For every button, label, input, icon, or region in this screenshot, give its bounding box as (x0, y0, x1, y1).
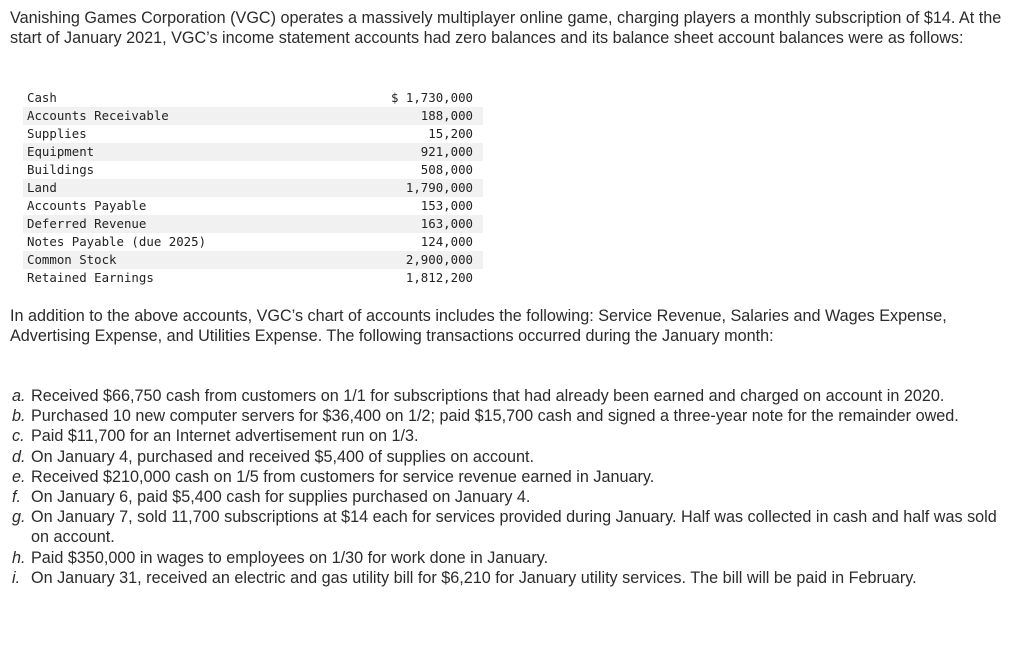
list-item (12, 406, 1002, 426)
account-amount: 2,900,000 (327, 251, 483, 269)
table-row (23, 143, 483, 161)
item-letter: f. (12, 488, 21, 507)
account-amount: 921,000 (327, 143, 483, 161)
account-name: Equipment (23, 143, 327, 161)
table-row (23, 233, 483, 251)
account-name: Accounts Receivable (23, 107, 327, 125)
account-amount: 153,000 (420, 198, 473, 213)
account-amount: 508,000 (420, 162, 473, 177)
account-amount: $ 1,730,000 (390, 90, 473, 105)
account-name: Land (23, 179, 327, 197)
item-letter: g. (12, 508, 26, 527)
table-row (23, 197, 483, 215)
intro-paragraph: Vanishing Games Corporation (VGC) operates a massively multiplayer online game, charging players a monthly subscription of $14. At the start of January 2021, VGC’s income statement accounts had zero balances and its balance sheet account balances were as follows: (10, 9, 1002, 47)
item-letter: e. (12, 467, 26, 486)
list-item (12, 487, 1002, 507)
list-item (12, 447, 1002, 467)
item-text: Received $210,000 cash on 1/5 from customers for service revenue earned in January. (31, 467, 655, 486)
account-name: Cash (27, 90, 57, 105)
account-amount: 1,790,000 (327, 179, 483, 197)
balance-sheet-table (23, 89, 483, 287)
item-letter: i. (12, 568, 21, 587)
item-letter: d. (12, 447, 26, 466)
item-text: On January 6, paid $5,400 cash for supplies purchased on January 4. (31, 488, 531, 507)
list-item (12, 507, 1002, 547)
item-letter: a. (12, 387, 26, 405)
table-row (23, 251, 483, 269)
table-row (23, 125, 483, 143)
account-name: Notes Payable (due 2025) (27, 234, 207, 249)
item-text: Received $66,750 cash from customers on 1/1 for subscriptions that had already been earned and charged on account in 2020. (31, 387, 945, 405)
list-item (12, 467, 1002, 487)
account-amount: 124,000 (420, 234, 473, 249)
table-row (23, 179, 483, 197)
transaction-list (12, 386, 1002, 588)
item-text: On January 4, purchased and received $5,400 of supplies on account. (31, 447, 535, 466)
account-name: Accounts Payable (27, 198, 147, 213)
item-letter: c. (12, 427, 25, 446)
item-letter: h. (12, 548, 26, 567)
item-text: Paid $11,700 for an Internet advertisement run on 1/3. (31, 427, 419, 446)
item-text: Paid $350,000 in wages to employees on 1/30 for work done in January. (31, 548, 549, 567)
account-amount: 163,000 (327, 215, 483, 233)
table-row (23, 215, 483, 233)
list-item (12, 548, 1002, 568)
account-name: Common Stock (23, 251, 327, 269)
table-row (23, 269, 483, 287)
item-text: Purchased 10 new computer servers for $36,400 on 1/2; paid $15,700 cash and signed a three-year note for the remainder owed. (31, 407, 959, 426)
additional-accounts-paragraph: In addition to the above accounts, VGC’s chart of accounts includes the following: Service Revenue, Salaries and Wages Expense, Advertising Expense, and Utilities Expense. The following transactions occurred during the January month: (10, 307, 947, 345)
list-item (12, 426, 1002, 446)
account-name: Buildings (27, 162, 95, 177)
item-text: On January 31, received an electric and gas utility bill for $6,210 for January utility services. The bill will be paid in February. (31, 568, 917, 587)
account-amount: 188,000 (327, 107, 483, 125)
account-name: Supplies (27, 126, 87, 141)
table-row (23, 161, 483, 179)
table-row (23, 107, 483, 125)
list-item (12, 386, 1002, 406)
account-amount: 15,200 (428, 126, 473, 141)
list-item (12, 568, 1002, 588)
item-text: On January 7, sold 11,700 subscriptions at $14 each for services provided during January. Half was collected in cash and half was sold on account. (31, 508, 997, 547)
account-name: Deferred Revenue (23, 215, 327, 233)
item-letter: b. (12, 407, 26, 426)
table-row (23, 89, 483, 107)
account-amount: 1,812,200 (405, 270, 473, 285)
account-name: Retained Earnings (27, 270, 154, 285)
